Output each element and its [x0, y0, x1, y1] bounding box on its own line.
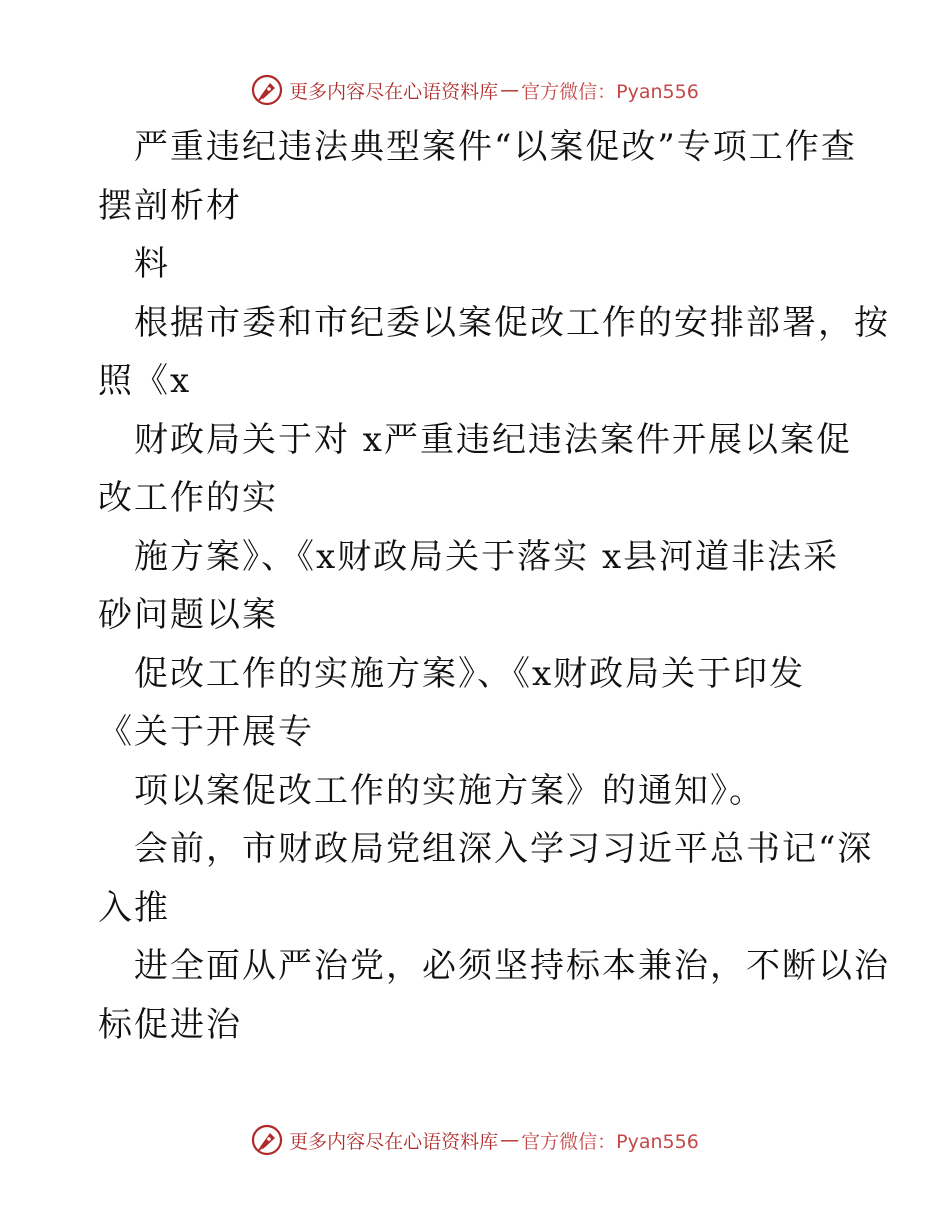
document-body	[98, 118, 890, 1054]
watermark-sub-text: 官方微信：Pyan556	[521, 1130, 699, 1153]
watermark-sub-text: 官方微信：Pyan556	[521, 80, 699, 103]
document-line: 《关于开展专	[98, 712, 314, 752]
watermark-brand-text: 更多内容尽在心语资料库	[289, 80, 499, 103]
pen-nib-logo-icon	[251, 74, 283, 106]
watermark-brand	[251, 74, 699, 106]
document-line: 标促进治	[98, 1004, 242, 1045]
document-line: 财政局关于对 x严重违纪违法案件开展以案促	[134, 419, 852, 460]
watermark-brand-text: 更多内容尽在心语资料库	[289, 1130, 499, 1153]
document-line: 入推	[98, 887, 170, 928]
document-line: 根据市委和市纪委以案促改工作的安排部署，按	[134, 302, 890, 343]
document-line: 项以案促改工作的实施方案》的通知》。	[134, 770, 765, 811]
document-line: 促改工作的实施方案》、《x财政局关于印发	[134, 653, 806, 694]
document-line: 会前，市财政局党组深入学习习近平总书记“深	[134, 829, 874, 869]
document-line: 砂问题以案	[98, 595, 278, 635]
footer-watermark	[0, 1120, 950, 1160]
document-line: 摆剖析材	[98, 185, 242, 226]
watermark-brand	[251, 1124, 699, 1156]
header-watermark	[0, 70, 950, 110]
document-line: 严重违纪违法典型案件“以案促改”专项工作查	[134, 127, 857, 167]
watermark-separator: —	[500, 79, 520, 101]
pen-nib-logo-icon	[251, 1124, 283, 1156]
document-line: 照《x	[98, 361, 192, 401]
document-line: 进全面从严治党，必须坚持标本兼治，不断以治	[134, 946, 890, 986]
document-line: 施方案》、《x财政局关于落实 x县河道非法采	[134, 536, 840, 577]
document-line: 料	[134, 244, 170, 284]
watermark-separator: —	[500, 1129, 520, 1151]
document-line: 改工作的实	[98, 478, 278, 518]
